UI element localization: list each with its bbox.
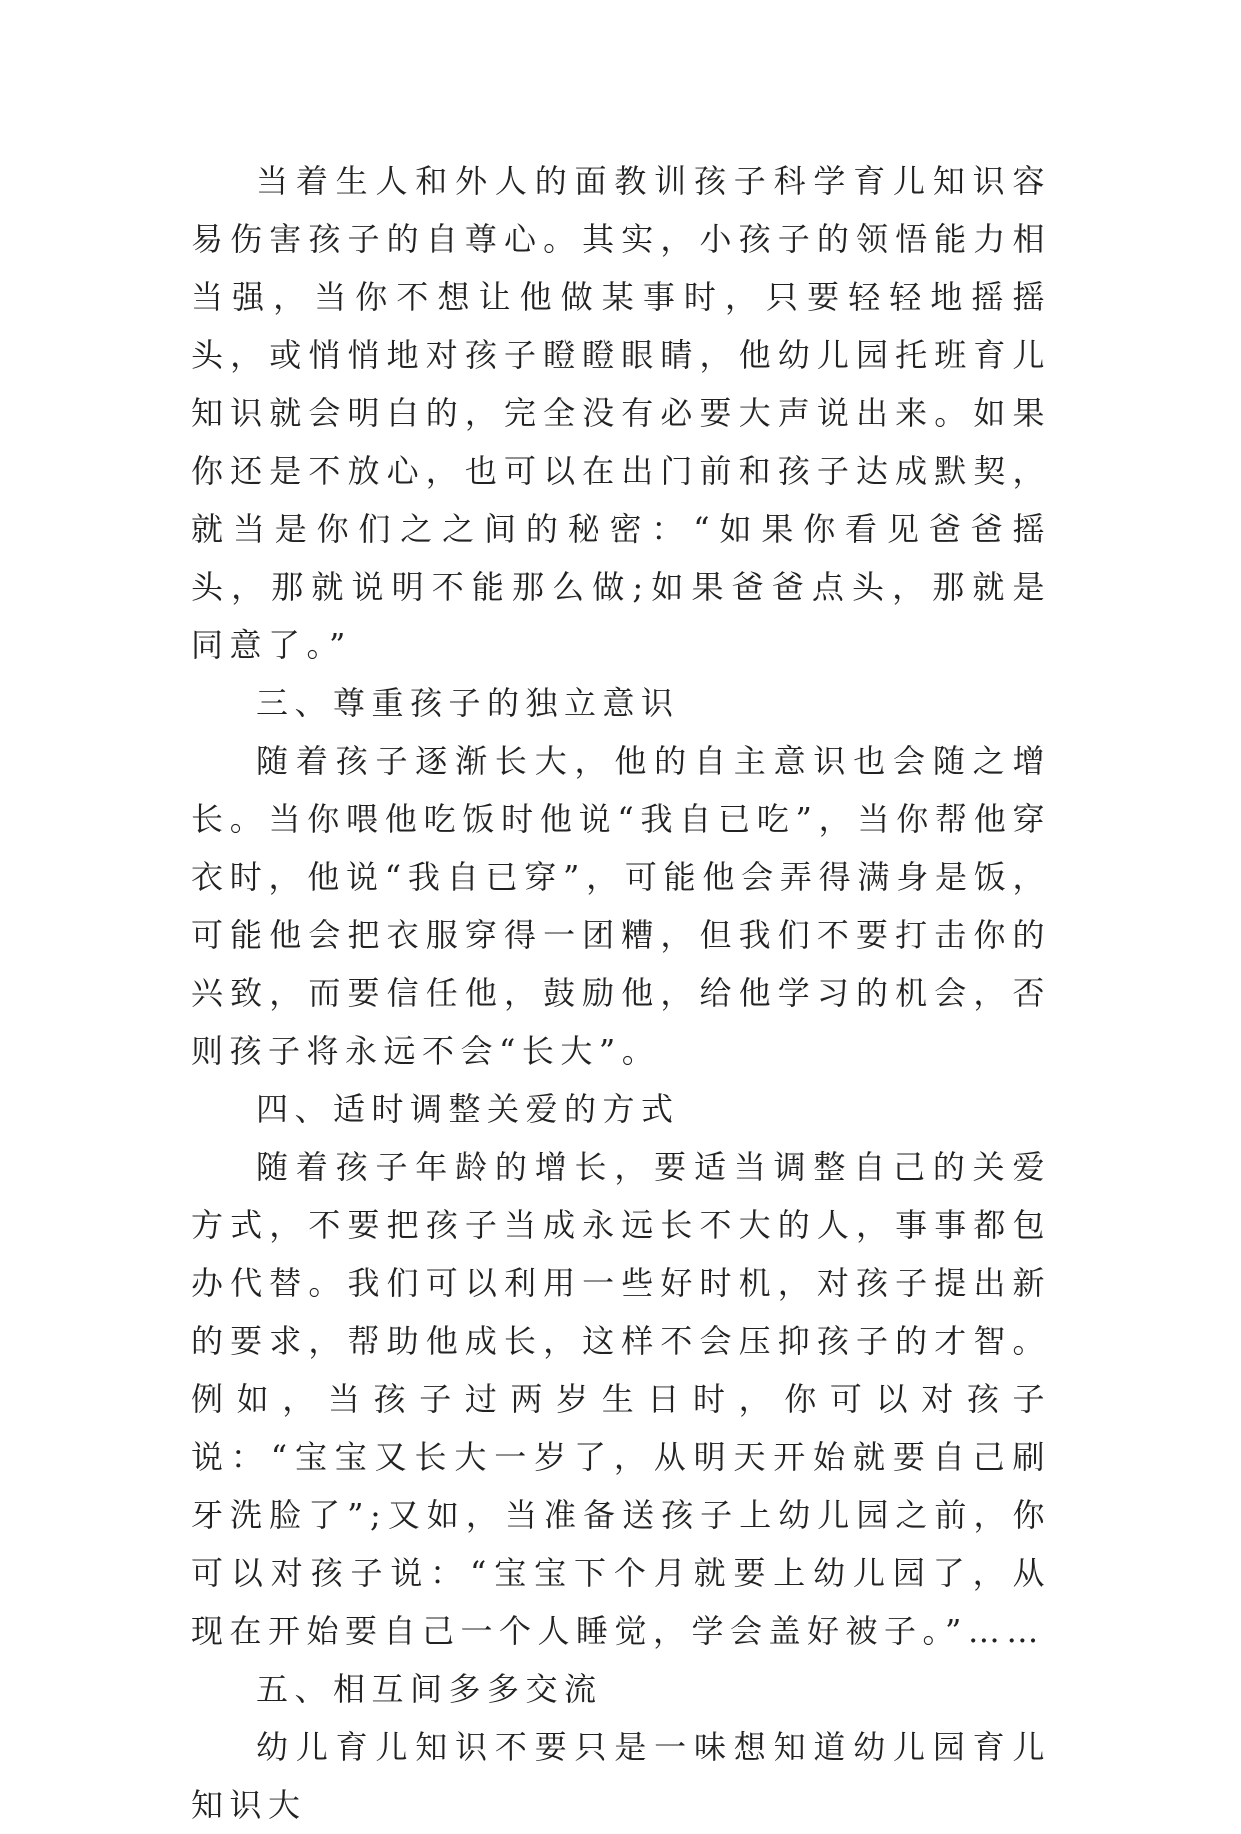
document-body [191,152,1051,1834]
section-heading-3: 三、尊重孩子的独立意识 [256,684,680,722]
paragraph-independence: 随着孩子逐渐长大，他的自主意识也会随之增长。当你喂他吃饭时他说“我自已吃”，当你帮他穿衣时，他说“我自已穿”，可能他会弄得满身是饭，可能他会把衣服穿得一团糟，但我们不要打击你的兴致，而要信任他，鼓励他，给他学习的机会，否则孩子将永远不会“长大”。 [191,742,1051,1070]
paragraph-adjust-care: 随着孩子年龄的增长，要适当调整自己的关爱方式，不要把孩子当成永远长不大的人，事事都包办代替。我们可以利用一些好时机，对孩子提出新的要求，帮助他成长，这样不会压抑孩子的才智。例如，当孩子过两岁生日时，你可以对孩子说：“宝宝又长大一岁了，从明天开始就要自己刷牙洗脸了”;又如，当准备送孩子上幼儿园之前，你可以对孩子说：“宝宝下个月就要上幼儿园了，从现在开始要自己一个人睡觉，学会盖好被子。”…… [191,1148,1051,1650]
section-heading-5: 五、相互间多多交流 [256,1670,603,1708]
section-heading-4: 四、适时调整关爱的方式 [256,1090,680,1128]
paragraph-discipline-in-public: 当着生人和外人的面教训孩子科学育儿知识容易伤害孩子的自尊心。其实，小孩子的领悟能力相当强，当你不想让他做某事时，只要轻轻地摇摇头，或悄悄地对孩子瞪瞪眼睛，他幼儿园托班育儿知识就会明白的，完全没有必要大声说出来。如果你还是不放心，也可以在出门前和孩子达成默契，就当是你们之之间的秘密：“如果你看见爸爸摇头，那就说明不能那么做;如果爸爸点头，那就是同意了。” [191,162,1051,664]
paragraph-communication: 幼儿育儿知识不要只是一味想知道幼儿园育儿知识大 [191,1728,1051,1824]
